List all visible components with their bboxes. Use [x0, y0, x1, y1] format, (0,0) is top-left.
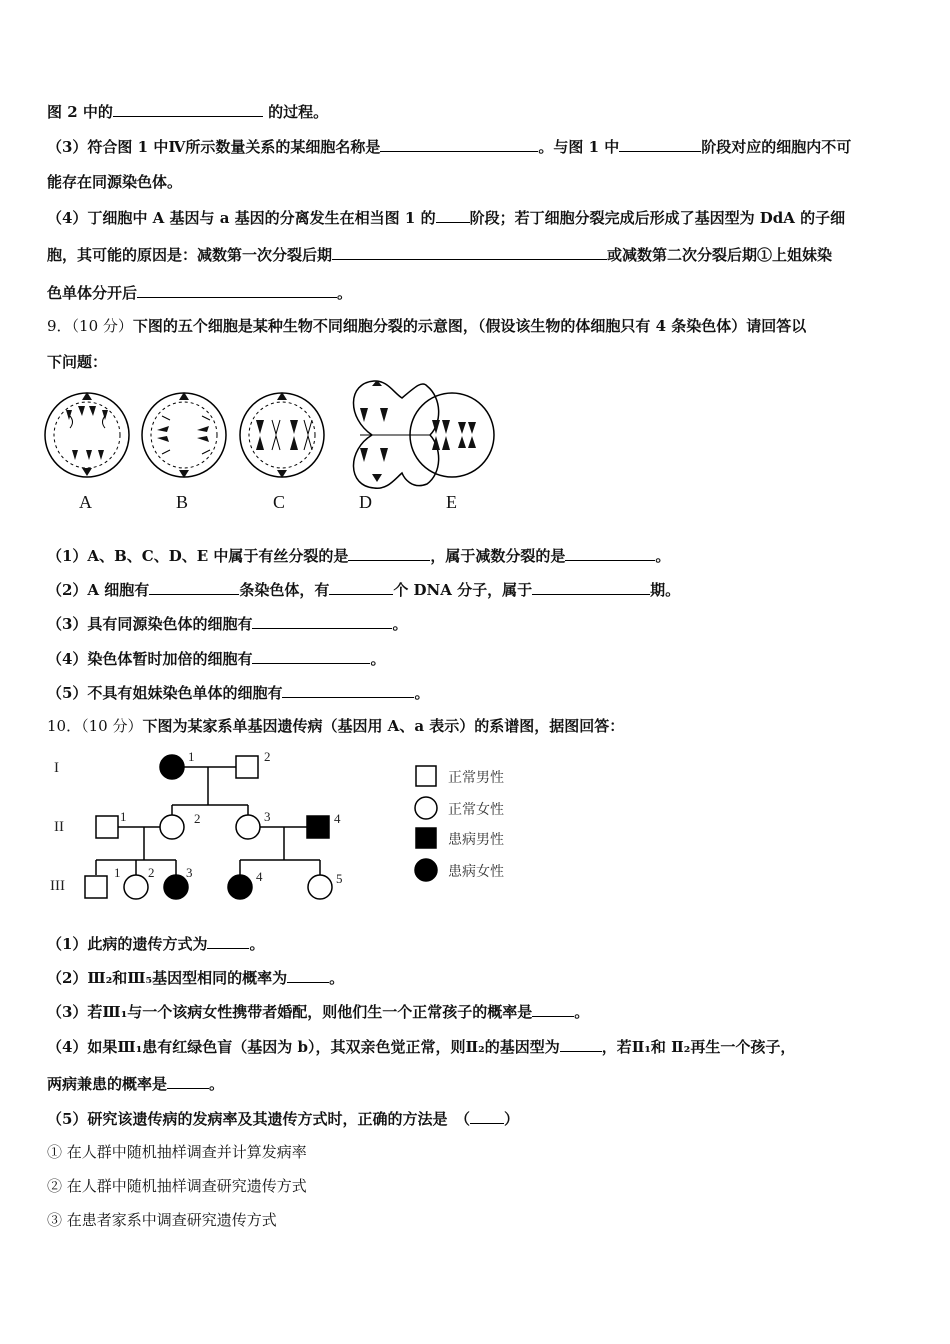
text: 。 — [392, 615, 408, 633]
affected-female-III3 — [164, 875, 188, 899]
answer-blank[interactable] — [332, 244, 607, 260]
affected-male-II4 — [307, 816, 329, 838]
question-number: 9．（10 分） — [47, 317, 133, 335]
text: （4）如果Ⅲ₁患有红绿色盲（基因为 b），其双亲色觉正常，则Ⅱ₂的基因型为 — [47, 1038, 560, 1056]
text: （1）A、B、C、D、E 中属于有丝分裂的是 — [47, 547, 349, 565]
normal-male-I2 — [236, 756, 258, 778]
q8-4-line3 — [47, 282, 352, 303]
answer-blank[interactable] — [532, 579, 650, 595]
answer-blank[interactable] — [565, 545, 655, 561]
text: ） — [503, 1110, 519, 1128]
cell-label-c: C — [273, 492, 286, 512]
text: （1）此病的遗传方式为 — [47, 935, 208, 953]
text: ，若Ⅱ₁和 Ⅱ₂再生一个孩子， — [601, 1038, 796, 1056]
text: 。 — [209, 1075, 225, 1093]
text: 阶段；若丁细胞分裂完成后形成了基因型为 DdA 的子细 — [469, 209, 846, 227]
individual-number: 1 — [188, 749, 195, 764]
text: 下图的五个细胞是某种生物不同细胞分裂的示意图，（假设该生物的体细胞只有 4 条染色体）请回答以 — [132, 317, 807, 335]
text: （3）具有同源染色体的细胞有 — [47, 615, 253, 633]
option-2: ② 在人群中随机抽样调查研究遗传方式 — [47, 1177, 307, 1195]
answer-blank[interactable] — [282, 682, 414, 698]
text: 。 — [337, 284, 353, 302]
legend-normal-female-icon — [415, 797, 437, 819]
cell-c — [240, 392, 324, 478]
q9-stem-line2 — [47, 352, 107, 372]
q9-3 — [47, 613, 407, 634]
q10-2 — [47, 967, 344, 988]
q9-1 — [47, 545, 670, 566]
text: 条染色体，有 — [239, 581, 330, 599]
cell-d — [353, 380, 438, 488]
individual-number: 2 — [194, 811, 201, 826]
text: （4）染色体暂时加倍的细胞有 — [47, 650, 253, 668]
q8-4-line1 — [47, 207, 845, 228]
q10-4-line2 — [47, 1073, 224, 1094]
individual-number: 5 — [336, 871, 343, 886]
text: 。 — [574, 1003, 590, 1021]
generation-label: I — [54, 760, 59, 776]
cell-label-b: B — [176, 492, 189, 512]
text: 下图为某家系单基因遗传病（基因用 A、a 表示）的系谱图，据图回答： — [142, 717, 625, 735]
generation-label: II — [54, 819, 64, 835]
answer-blank[interactable] — [207, 933, 249, 949]
individual-number: 1 — [120, 809, 127, 824]
pedigree-chart — [40, 745, 530, 915]
text: （2）A 细胞有 — [47, 581, 150, 599]
legend-affected-male-icon — [416, 828, 436, 848]
answer-blank[interactable] — [470, 1108, 504, 1124]
generation-label: III — [50, 878, 65, 894]
normal-male-II1 — [96, 816, 118, 838]
cell-division-figure — [42, 378, 502, 518]
q8-3-line1 — [47, 136, 851, 157]
answer-blank[interactable] — [532, 1001, 574, 1017]
cell-label-a: A — [79, 492, 92, 512]
answer-blank[interactable] — [252, 648, 370, 664]
answer-blank[interactable] — [252, 613, 392, 629]
text: 。 — [414, 684, 430, 702]
text: 。与图 1 中 — [538, 138, 620, 156]
individual-number: 4 — [334, 811, 341, 826]
cell-label-e: E — [446, 492, 457, 512]
text: （5）研究该遗传病的发病率及其遗传方式时，正确的方法是 （ — [47, 1110, 470, 1128]
legend-label: 患病女性 — [448, 864, 504, 880]
individual-number: 1 — [114, 865, 121, 880]
text: 。 — [329, 969, 345, 987]
answer-blank[interactable] — [380, 136, 538, 152]
text: 图 2 中的 — [47, 103, 113, 121]
individual-number: 3 — [186, 865, 193, 880]
answer-blank[interactable] — [287, 967, 329, 983]
pedigree-legend — [415, 766, 437, 881]
answer-blank[interactable] — [348, 545, 430, 561]
normal-female-III5 — [308, 875, 332, 899]
text: 期。 — [650, 581, 681, 599]
text: 。 — [370, 650, 386, 668]
answer-blank[interactable] — [113, 101, 263, 117]
text: 色单体分开后 — [47, 284, 138, 302]
text: （3）若Ⅲ₁与一个该病女性携带者婚配，则他们生一个正常孩子的概率是 — [47, 1003, 533, 1021]
answer-blank[interactable] — [560, 1036, 602, 1052]
cell-label-d: D — [359, 492, 372, 512]
q10-1 — [47, 933, 264, 954]
text: （2）Ⅲ₂和Ⅲ₅基因型相同的概率为 — [47, 969, 288, 987]
line-figure2-process — [47, 101, 328, 122]
legend-label: 正常女性 — [448, 802, 504, 818]
q9-stem — [47, 316, 806, 336]
affected-female-III4 — [228, 875, 252, 899]
cell-a — [45, 392, 129, 477]
normal-female-II3 — [236, 815, 260, 839]
individual-number: 4 — [256, 869, 263, 884]
q8-3-line2 — [47, 172, 182, 192]
q10-5 — [47, 1108, 519, 1129]
answer-blank[interactable] — [167, 1073, 209, 1089]
text: 个 DNA 分子，属于 — [393, 581, 533, 599]
text: 能存在同源染色体。 — [47, 173, 183, 191]
text: 的过程。 — [262, 103, 329, 121]
q10-stem — [47, 716, 624, 736]
individual-number: 3 — [264, 809, 271, 824]
text: 下问题： — [47, 353, 108, 371]
text: （4）丁细胞中 A 基因与 a 基因的分离发生在相当图 1 的 — [47, 209, 436, 227]
answer-blank[interactable] — [436, 207, 470, 223]
answer-blank[interactable] — [619, 136, 701, 152]
text: 。 — [249, 935, 265, 953]
text: 或减数第二次分裂后期①上姐妹染 — [607, 246, 833, 264]
individual-number: 2 — [148, 865, 155, 880]
text: 阶段对应的细胞内不可 — [701, 138, 852, 156]
affected-female-I1 — [160, 755, 184, 779]
normal-female-III2 — [124, 875, 148, 899]
legend-affected-female-icon — [415, 859, 437, 881]
legend-label: 正常男性 — [448, 770, 504, 786]
legend-label: 患病男性 — [448, 832, 504, 848]
normal-male-III1 — [85, 876, 107, 898]
answer-blank[interactable] — [137, 282, 337, 298]
answer-blank[interactable] — [149, 579, 239, 595]
q9-2 — [47, 579, 680, 600]
question-number: 10．（10 分） — [47, 717, 143, 735]
normal-female-II2 — [160, 815, 184, 839]
individual-number: 2 — [264, 749, 271, 764]
q10-3 — [47, 1001, 589, 1022]
answer-blank[interactable] — [329, 579, 393, 595]
q9-4 — [47, 648, 385, 669]
text: （3）符合图 1 中Ⅳ所示数量关系的某细胞名称是 — [47, 138, 381, 156]
q10-4-line1 — [47, 1036, 795, 1057]
text: 胞，其可能的原因是：减数第一次分裂后期 — [47, 246, 333, 264]
text: 两病兼患的概率是 — [47, 1075, 168, 1093]
option-1: ① 在人群中随机抽样调查并计算发病率 — [47, 1143, 307, 1161]
option-3: ③ 在患者家系中调查研究遗传方式 — [47, 1211, 277, 1229]
q8-4-line2 — [47, 244, 832, 265]
cell-b — [142, 392, 226, 478]
q9-5 — [47, 682, 429, 703]
text: （5）不具有姐妹染色单体的细胞有 — [47, 684, 283, 702]
legend-normal-male-icon — [416, 766, 436, 786]
text: ，属于减数分裂的是 — [430, 547, 566, 565]
text: 。 — [655, 547, 671, 565]
